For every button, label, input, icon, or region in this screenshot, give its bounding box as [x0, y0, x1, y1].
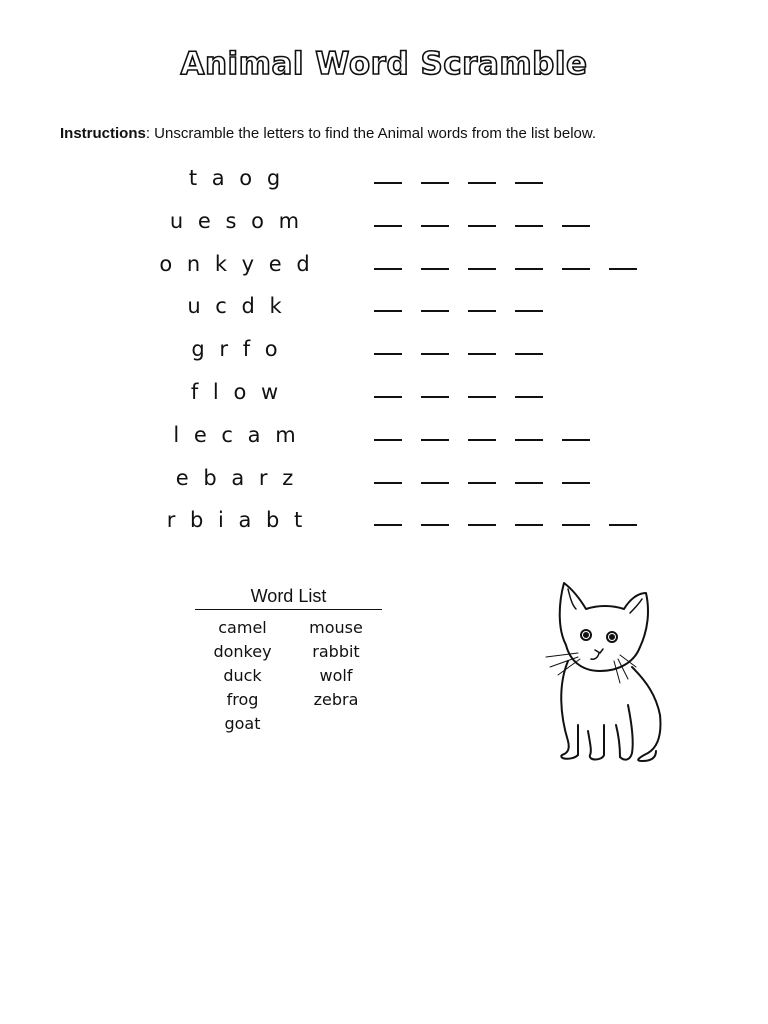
- answer-blank[interactable]: [515, 225, 543, 227]
- answer-blank[interactable]: [468, 396, 496, 398]
- answer-blanks[interactable]: [374, 353, 562, 355]
- answer-blank[interactable]: [421, 396, 449, 398]
- word-list-title: Word List: [195, 586, 382, 610]
- answer-blank[interactable]: [374, 268, 402, 270]
- instructions: [60, 125, 596, 142]
- scrambled-letters: g r f o: [191, 337, 279, 362]
- answer-blank[interactable]: [374, 396, 402, 398]
- instructions-label: Instructions: [60, 125, 146, 142]
- scrambled-letters: l e c a m: [173, 422, 297, 447]
- answer-blanks[interactable]: [374, 396, 562, 398]
- kitten-illustration: [528, 575, 688, 775]
- answer-blank[interactable]: [515, 482, 543, 484]
- word-list-grid: [195, 618, 382, 733]
- answer-blank[interactable]: [421, 310, 449, 312]
- answer-blank[interactable]: [421, 225, 449, 227]
- answer-blank[interactable]: [421, 182, 449, 184]
- answer-blank[interactable]: [515, 182, 543, 184]
- word-list-item: zebra: [313, 690, 359, 709]
- answer-blank[interactable]: [562, 439, 590, 441]
- word-list-item: camel: [218, 618, 267, 637]
- answer-blank[interactable]: [562, 268, 590, 270]
- answer-blank[interactable]: [468, 524, 496, 526]
- scrambled-letters: e b a r z: [175, 465, 295, 490]
- answer-blanks[interactable]: [374, 225, 609, 227]
- answer-blank[interactable]: [468, 225, 496, 227]
- answer-blank[interactable]: [468, 353, 496, 355]
- scramble-row: [110, 380, 760, 420]
- answer-blank[interactable]: [515, 310, 543, 312]
- scrambled-letters: f l o w: [190, 380, 280, 404]
- scramble-row: [110, 166, 760, 206]
- answer-blanks[interactable]: [374, 524, 656, 526]
- answer-blank[interactable]: [515, 353, 543, 355]
- answer-blanks[interactable]: [374, 439, 609, 441]
- answer-blank[interactable]: [421, 524, 449, 526]
- scramble-row: [110, 252, 760, 292]
- scrambled-letters: o n k y e d: [159, 251, 311, 276]
- answer-blank[interactable]: [515, 268, 543, 270]
- answer-blank[interactable]: [515, 524, 543, 526]
- answer-blank[interactable]: [421, 353, 449, 355]
- scramble-row: [110, 209, 760, 249]
- answer-blank[interactable]: [374, 524, 402, 526]
- answer-blank[interactable]: [609, 268, 637, 270]
- scramble-row: [110, 294, 760, 334]
- answer-blank[interactable]: [468, 439, 496, 441]
- answer-blank[interactable]: [374, 482, 402, 484]
- answer-blank[interactable]: [468, 182, 496, 184]
- answer-blank[interactable]: [609, 524, 637, 526]
- scrambled-letters: u e s o m: [169, 208, 301, 233]
- answer-blank[interactable]: [562, 482, 590, 484]
- answer-blank[interactable]: [515, 439, 543, 441]
- scrambled-letters: u c d k: [187, 294, 283, 319]
- word-list-item: goat: [224, 714, 261, 733]
- scramble-row: [110, 508, 760, 548]
- scramble-row: [110, 337, 760, 377]
- answer-blank[interactable]: [468, 482, 496, 484]
- scrambled-letters: r b i a b t: [166, 508, 304, 533]
- scramble-row: [110, 466, 760, 506]
- word-list-item: donkey: [213, 642, 272, 661]
- answer-blank[interactable]: [374, 310, 402, 312]
- answer-blank[interactable]: [515, 396, 543, 398]
- answer-blanks[interactable]: [374, 310, 562, 312]
- answer-blank[interactable]: [421, 482, 449, 484]
- scramble-row: [110, 423, 760, 463]
- scrambled-letters: t a o g: [188, 166, 282, 190]
- word-list-item: duck: [223, 666, 262, 685]
- answer-blank[interactable]: [468, 310, 496, 312]
- answer-blanks[interactable]: [374, 182, 562, 184]
- word-list-item: rabbit: [312, 642, 360, 661]
- word-list-item: mouse: [309, 618, 363, 637]
- answer-blank[interactable]: [562, 225, 590, 227]
- answer-blank[interactable]: [468, 268, 496, 270]
- answer-blanks[interactable]: [374, 268, 656, 270]
- answer-blank[interactable]: [374, 182, 402, 184]
- page-title: Animal Word Scramble: [180, 46, 588, 82]
- answer-blank[interactable]: [421, 439, 449, 441]
- answer-blank[interactable]: [374, 353, 402, 355]
- answer-blanks[interactable]: [374, 482, 609, 484]
- answer-blank[interactable]: [562, 524, 590, 526]
- answer-blank[interactable]: [421, 268, 449, 270]
- answer-blank[interactable]: [374, 225, 402, 227]
- instructions-text: : Unscramble the letters to find the Animal words from the list below.: [145, 125, 597, 142]
- answer-blank[interactable]: [374, 439, 402, 441]
- word-list-item: frog: [226, 690, 259, 709]
- word-list: [195, 586, 382, 733]
- word-list-item: wolf: [319, 666, 353, 685]
